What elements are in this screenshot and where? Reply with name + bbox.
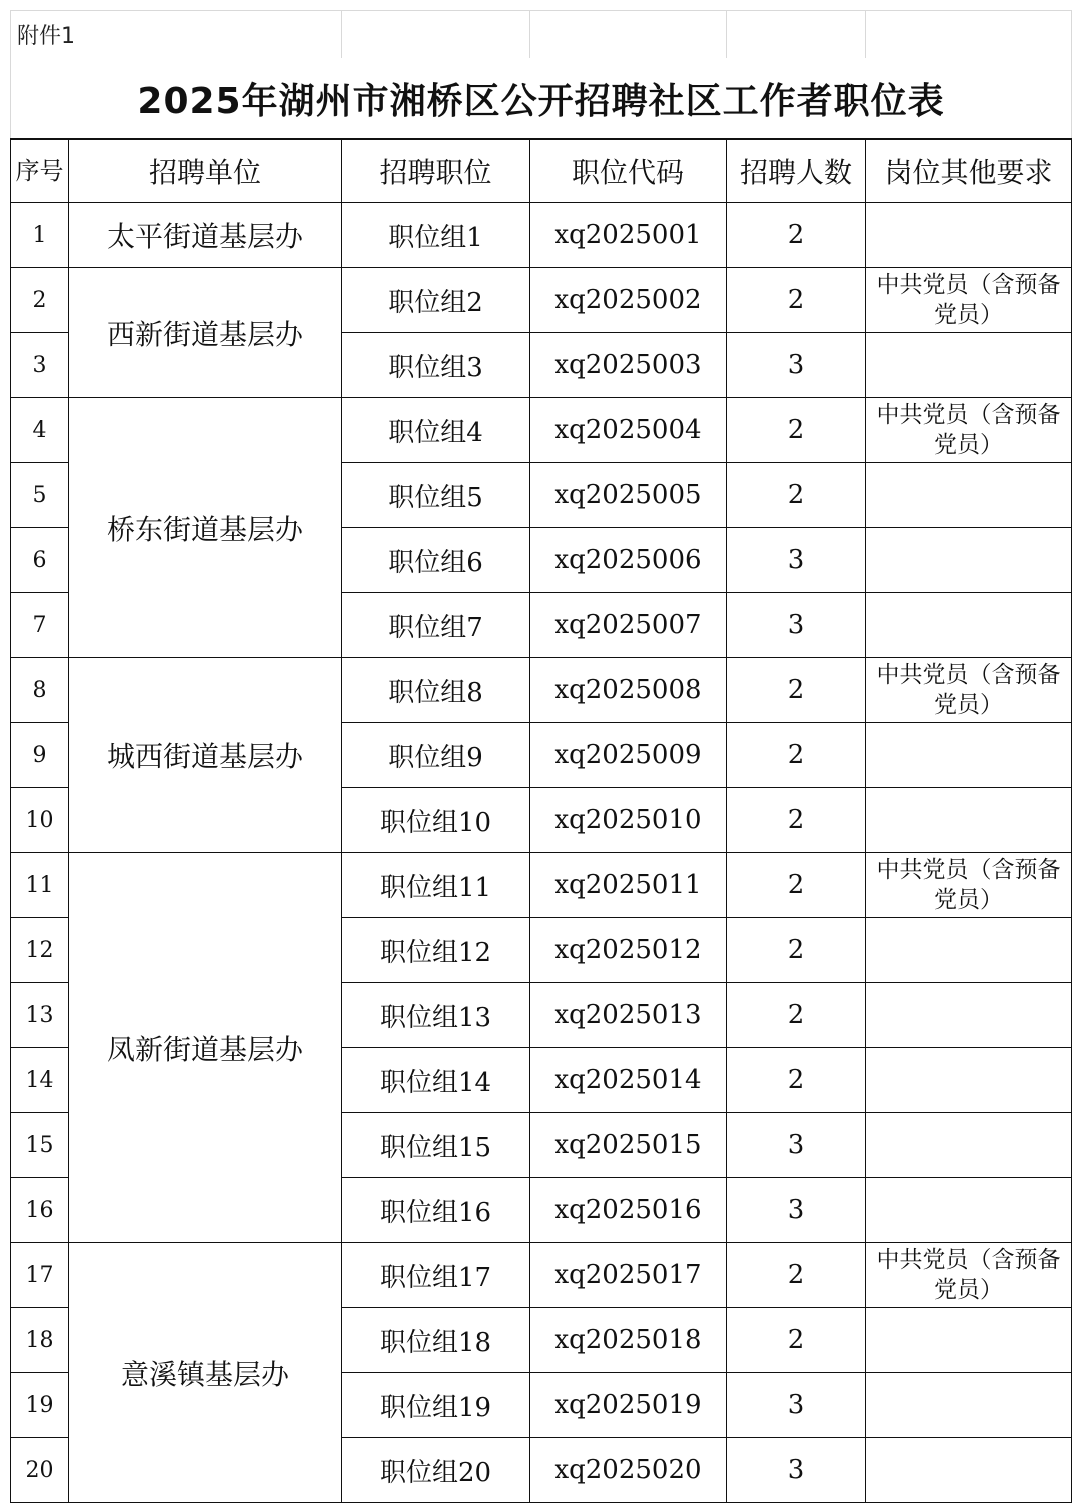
count-cell: 3: [727, 528, 866, 593]
count-cell: 2: [727, 1308, 866, 1373]
position-cell: 职位组14: [342, 1048, 530, 1113]
position-cell: 职位组5: [342, 463, 530, 528]
seq-cell: 18: [11, 1308, 69, 1373]
table-row: [11, 398, 1072, 463]
unit-cell: 意溪镇基层办: [69, 1243, 342, 1503]
count-cell: 3: [727, 1373, 866, 1438]
requirement-cell: [866, 918, 1072, 983]
code-cell: xq2025016: [530, 1178, 727, 1243]
requirement-cell: [866, 463, 1072, 528]
unit-cell: 凤新街道基层办: [69, 853, 342, 1243]
code-cell: xq2025008: [530, 658, 727, 723]
count-cell: 2: [727, 983, 866, 1048]
code-cell: xq2025005: [530, 463, 727, 528]
code-cell: xq2025009: [530, 723, 727, 788]
position-table: [10, 10, 1072, 1503]
position-cell: 职位组9: [342, 723, 530, 788]
position-cell: 职位组6: [342, 528, 530, 593]
seq-cell: 3: [11, 333, 69, 398]
code-cell: xq2025002: [530, 268, 727, 333]
seq-cell: 4: [11, 398, 69, 463]
table-row: [11, 853, 1072, 918]
position-cell: 职位组10: [342, 788, 530, 853]
requirement-cell: [866, 1373, 1072, 1438]
position-cell: 职位组4: [342, 398, 530, 463]
seq-cell: 10: [11, 788, 69, 853]
header-unit: 招聘单位: [69, 139, 342, 203]
position-cell: 职位组11: [342, 853, 530, 918]
seq-cell: 20: [11, 1438, 69, 1503]
requirement-cell: [866, 788, 1072, 853]
seq-cell: 5: [11, 463, 69, 528]
code-cell: xq2025017: [530, 1243, 727, 1308]
seq-cell: 9: [11, 723, 69, 788]
seq-cell: 19: [11, 1373, 69, 1438]
attachment-row: [11, 11, 1072, 59]
empty-cell: [342, 11, 530, 59]
count-cell: 2: [727, 398, 866, 463]
position-cell: 职位组8: [342, 658, 530, 723]
requirement-cell: 中共党员（含预备党员）: [866, 268, 1072, 333]
count-cell: 2: [727, 463, 866, 528]
empty-cell: [727, 11, 866, 59]
position-cell: 职位组12: [342, 918, 530, 983]
header-row: [11, 139, 1072, 203]
seq-cell: 11: [11, 853, 69, 918]
seq-cell: 6: [11, 528, 69, 593]
table-row: [11, 268, 1072, 333]
table-row: [11, 658, 1072, 723]
code-cell: xq2025004: [530, 398, 727, 463]
requirement-cell: 中共党员（含预备党员）: [866, 658, 1072, 723]
requirement-cell: [866, 1048, 1072, 1113]
position-cell: 职位组3: [342, 333, 530, 398]
count-cell: 3: [727, 1113, 866, 1178]
seq-cell: 13: [11, 983, 69, 1048]
requirement-cell: [866, 593, 1072, 658]
seq-cell: 12: [11, 918, 69, 983]
position-cell: 职位组18: [342, 1308, 530, 1373]
seq-cell: 1: [11, 203, 69, 268]
seq-cell: 16: [11, 1178, 69, 1243]
position-cell: 职位组13: [342, 983, 530, 1048]
position-cell: 职位组7: [342, 593, 530, 658]
page-title: 2025年湖州市湘桥区公开招聘社区工作者职位表: [11, 58, 1072, 139]
code-cell: xq2025006: [530, 528, 727, 593]
title-row: [11, 58, 1072, 139]
header-code: 职位代码: [530, 139, 727, 203]
requirement-cell: [866, 723, 1072, 788]
position-cell: 职位组1: [342, 203, 530, 268]
code-cell: xq2025018: [530, 1308, 727, 1373]
count-cell: 3: [727, 333, 866, 398]
code-cell: xq2025007: [530, 593, 727, 658]
requirement-cell: 中共党员（含预备党员）: [866, 1243, 1072, 1308]
count-cell: 2: [727, 1243, 866, 1308]
count-cell: 3: [727, 1178, 866, 1243]
count-cell: 2: [727, 918, 866, 983]
count-cell: 2: [727, 723, 866, 788]
code-cell: xq2025013: [530, 983, 727, 1048]
unit-cell: 桥东街道基层办: [69, 398, 342, 658]
empty-cell: [530, 11, 727, 59]
requirement-cell: [866, 1113, 1072, 1178]
seq-cell: 2: [11, 268, 69, 333]
header-position: 招聘职位: [342, 139, 530, 203]
requirement-cell: 中共党员（含预备党员）: [866, 853, 1072, 918]
table-row: [11, 203, 1072, 268]
requirement-cell: [866, 528, 1072, 593]
seq-cell: 7: [11, 593, 69, 658]
code-cell: xq2025012: [530, 918, 727, 983]
count-cell: 3: [727, 593, 866, 658]
count-cell: 3: [727, 1438, 866, 1503]
code-cell: xq2025011: [530, 853, 727, 918]
position-cell: 职位组15: [342, 1113, 530, 1178]
requirement-cell: [866, 333, 1072, 398]
count-cell: 2: [727, 853, 866, 918]
requirement-cell: [866, 203, 1072, 268]
attachment-label: 附件1: [11, 11, 342, 59]
code-cell: xq2025014: [530, 1048, 727, 1113]
count-cell: 2: [727, 1048, 866, 1113]
table-row: [11, 1243, 1072, 1308]
code-cell: xq2025015: [530, 1113, 727, 1178]
position-cell: 职位组19: [342, 1373, 530, 1438]
seq-cell: 15: [11, 1113, 69, 1178]
count-cell: 2: [727, 203, 866, 268]
code-cell: xq2025001: [530, 203, 727, 268]
unit-cell: 西新街道基层办: [69, 268, 342, 398]
count-cell: 2: [727, 658, 866, 723]
empty-cell: [866, 11, 1072, 59]
code-cell: xq2025010: [530, 788, 727, 853]
position-cell: 职位组16: [342, 1178, 530, 1243]
position-cell: 职位组20: [342, 1438, 530, 1503]
count-cell: 2: [727, 268, 866, 333]
header-other: 岗位其他要求: [866, 139, 1072, 203]
code-cell: xq2025003: [530, 333, 727, 398]
code-cell: xq2025019: [530, 1373, 727, 1438]
requirement-cell: [866, 1178, 1072, 1243]
position-cell: 职位组17: [342, 1243, 530, 1308]
requirement-cell: [866, 1438, 1072, 1503]
requirement-cell: [866, 983, 1072, 1048]
count-cell: 2: [727, 788, 866, 853]
header-seq: 序号: [11, 139, 69, 203]
seq-cell: 17: [11, 1243, 69, 1308]
seq-cell: 14: [11, 1048, 69, 1113]
unit-cell: 太平街道基层办: [69, 203, 342, 268]
requirement-cell: 中共党员（含预备党员）: [866, 398, 1072, 463]
code-cell: xq2025020: [530, 1438, 727, 1503]
seq-cell: 8: [11, 658, 69, 723]
position-cell: 职位组2: [342, 268, 530, 333]
header-count: 招聘人数: [727, 139, 866, 203]
requirement-cell: [866, 1308, 1072, 1373]
unit-cell: 城西街道基层办: [69, 658, 342, 853]
